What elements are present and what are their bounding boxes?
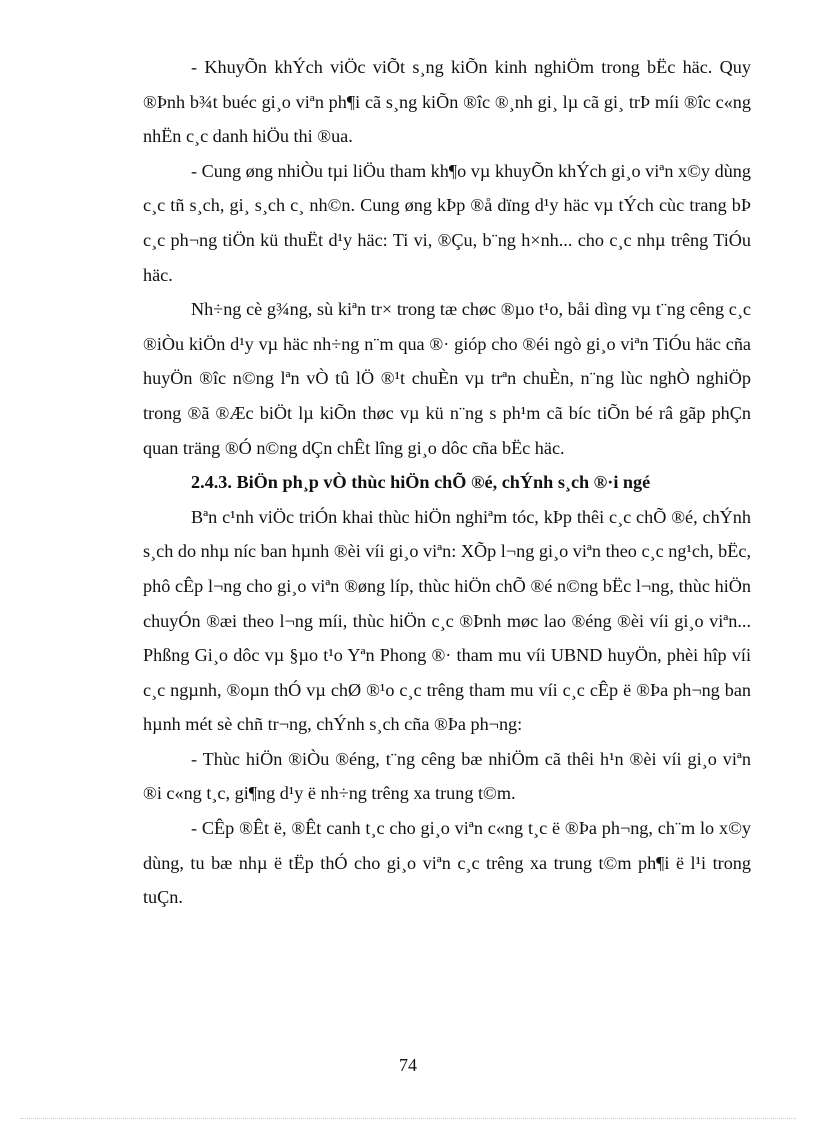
- paragraph-4: Bªn c¹nh viÖc triÓn khai thùc hiÖn nghiªm tóc, kÞp thêi c¸c chÕ ®é, chÝnh s¸ch do nhµ níc ban hµnh ®èi víi gi¸o viªn: XÕp l¬ng gi¸o viªn theo c¸c ng¹ch, bËc, phô cÊp l¬ng cho gi¸o viªn ®øng líp, thùc hiÖn chÕ ®é n©ng bËc l¬ng, thùc hiÖn chuyÓn ®æi theo l¬ng míi, thùc hiÖn c¸c ®Þnh møc lao ®éng ®èi víi gi¸o viªn... Phßng Gi¸o dôc vµ §µo t¹o Yªn Phong ®· tham mu víi UBND huyÖn, phèi hîp víi c¸c ngµnh, ®oµn thÓ vµ chØ ®¹o c¸c trêng tham mu víi c¸c cÊp ë ®Þa ph¬ng ban hµnh mét sè chñ tr¬ng, chÝnh s¸ch cña ®Þa ph¬ng:: [143, 506, 751, 735]
- page-number: 74: [399, 1055, 417, 1075]
- document-body: [143, 50, 751, 915]
- section-heading: 2.4.3. BiÖn ph¸p vÒ thùc hiÖn chÕ ®é, chÝnh s¸ch ®·i ngé: [191, 472, 651, 493]
- paragraph-2: - Cung øng nhiÒu tµi liÖu tham kh¶o vµ khuyÕn khÝch gi¸o viªn x©y dùng c¸c tñ s¸ch, gi¸ s¸ch c¸ nh©n. Cung øng kÞp ®å dïng d¹y häc vµ tÝch cùc trang bÞ c¸c ph¬ng tiÖn kü thuËt d¹y häc: Ti vi, ®Çu, b¨ng h×nh... cho c¸c nhµ trêng TiÓu häc.: [143, 160, 751, 285]
- page-bottom-divider: [20, 1118, 796, 1119]
- paragraph-6: - CÊp ®Êt ë, ®Êt canh t¸c cho gi¸o viªn c«ng t¸c ë ®Þa ph¬ng, ch¨m lo x©y dùng, tu bæ nhµ ë tËp thÓ cho gi¸o viªn c¸c trêng xa trung t©m ph¶i ë l¹i trong tuÇn.: [143, 818, 751, 908]
- paragraph-1: - KhuyÕn khÝch viÖc viÕt s¸ng kiÕn kinh nghiÖm trong bËc häc. Quy ®Þnh b¾t buéc gi¸o viªn ph¶i cã s¸ng kiÕn ®îc ®¸nh gi¸ lµ cã gi¸ trÞ míi ®îc c«ng nhËn c¸c danh hiÖu thi ®ua.: [143, 57, 751, 147]
- paragraph-5: - Thùc hiÖn ®iÒu ®éng, t¨ng cêng bæ nhiÖm cã thêi h¹n ®èi víi gi¸o viªn ®i c«ng t¸c, gi¶ng d¹y ë nh÷ng trêng xa trung t©m.: [143, 748, 751, 804]
- paragraph-3: Nh÷ng cè g¾ng, sù kiªn tr× trong tæ chøc ®µo t¹o, båi dìng vµ t¨ng cêng c¸c ®iÒu kiÖn d¹y vµ häc nh÷ng n¨m qua ®· gióp cho ®éi ngò gi¸o viªn TiÓu häc cña huyÖn ®îc n©ng lªn vÒ tû lÖ ®¹t chuÈn vµ trªn chuÈn, n¨ng lùc nghÒ nghiÖp trong ®ã ®Æc biÖt lµ kiÕn thøc vµ kü n¨ng s ph¹m cã bíc tiÕn bé râ gãp phÇn quan träng ®Ó n©ng dÇn chÊt lîng gi¸o dôc cña bËc häc.: [143, 299, 751, 458]
